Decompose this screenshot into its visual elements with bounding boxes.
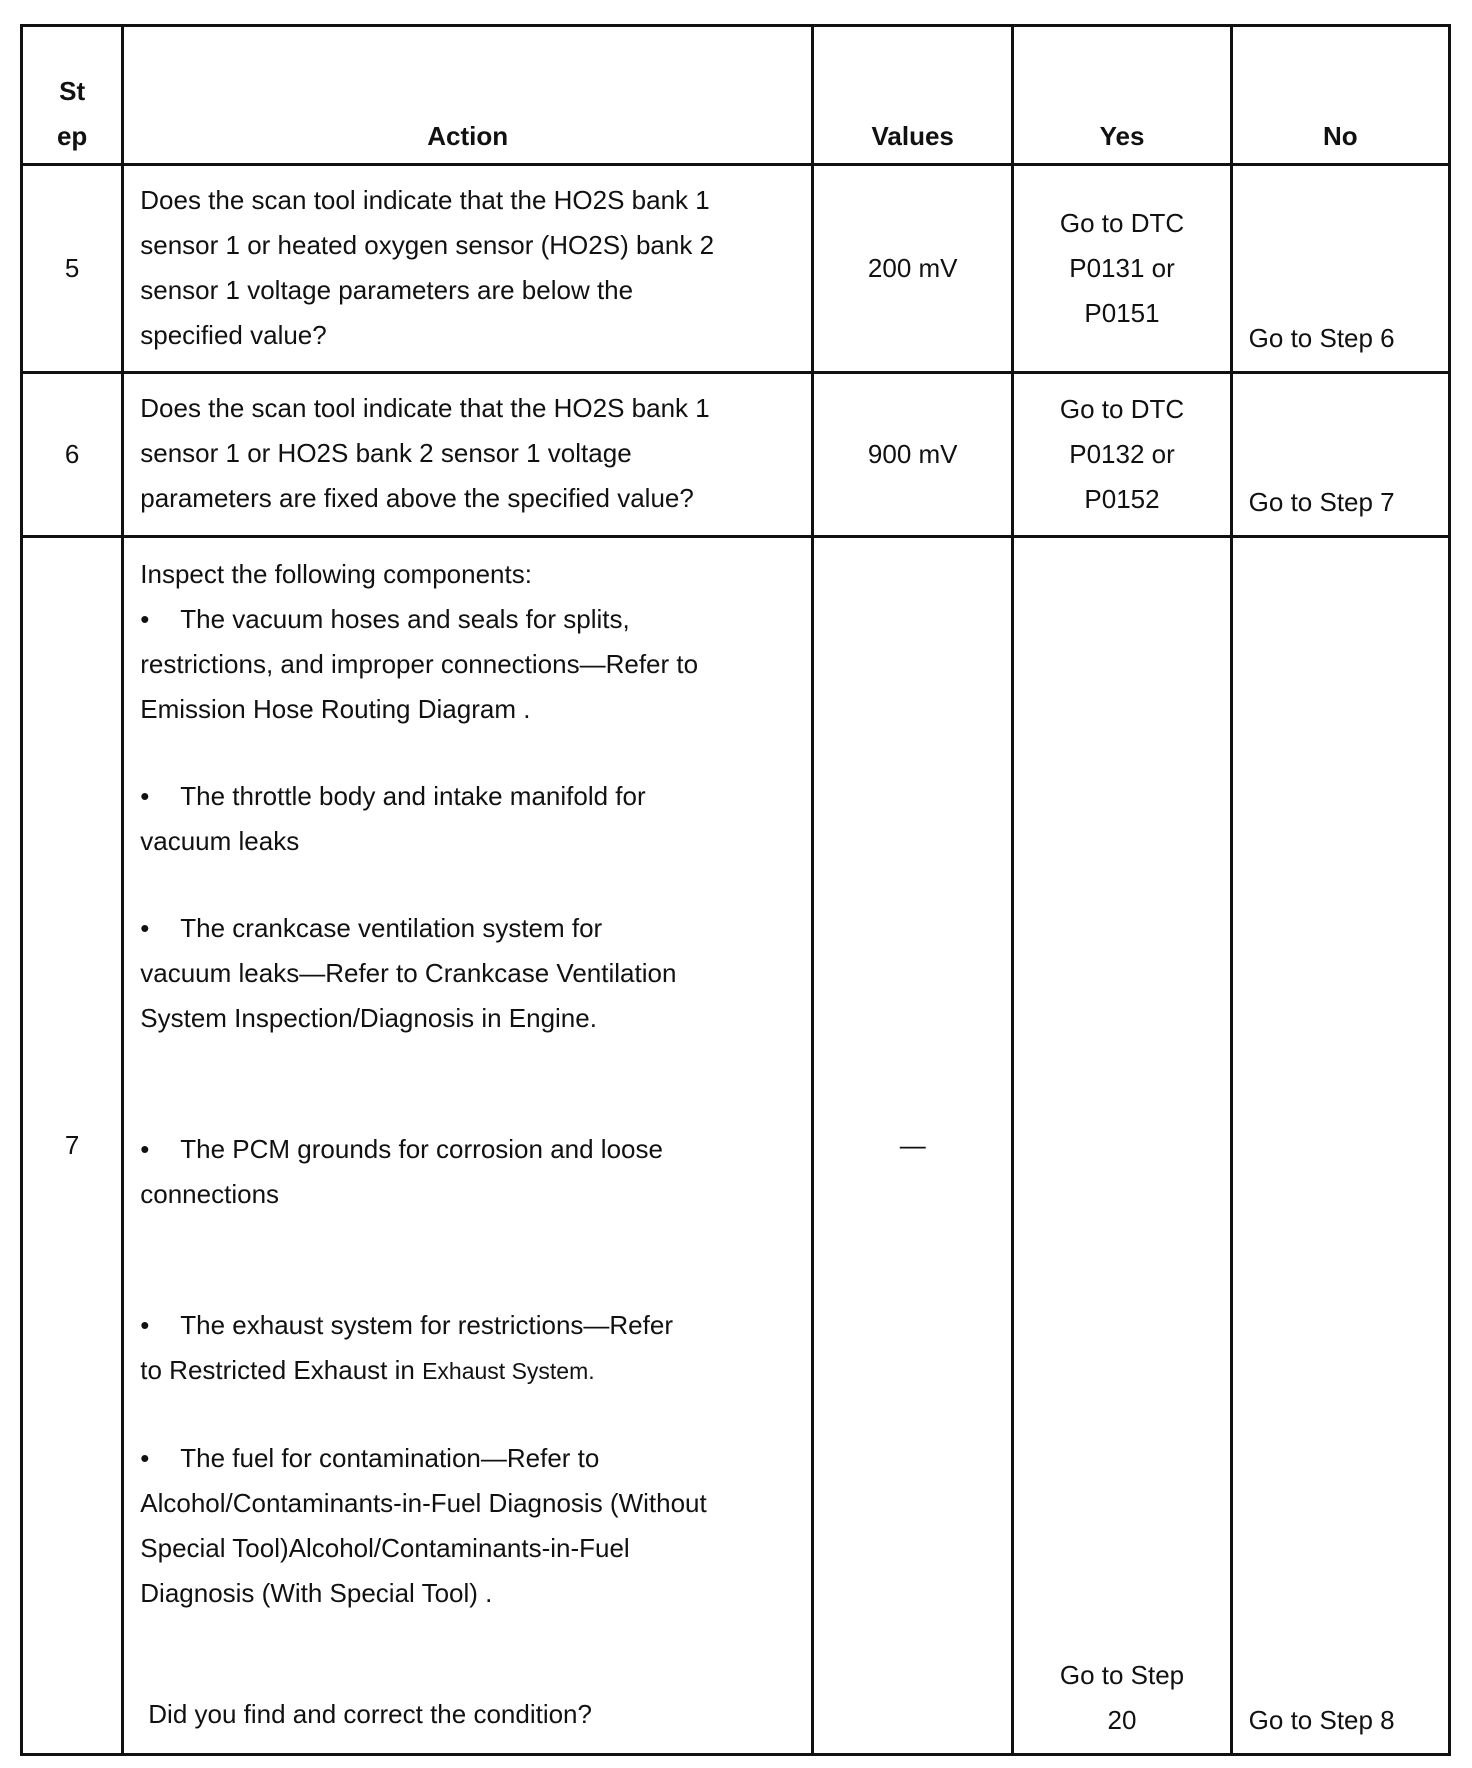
table-header-row [22, 26, 1450, 165]
inspection-item [140, 1436, 795, 1616]
action-question: Did you find and correct the condition? [148, 1699, 592, 1729]
header-step-line1: St [59, 76, 86, 106]
bullet-line: The vacuum hoses and seals for splits, [180, 604, 630, 634]
action-line: Does the scan tool indicate that the HO2S bank 1 [140, 393, 710, 423]
yes-line: Go to Step [1059, 1660, 1185, 1690]
yes-cell [1013, 373, 1231, 537]
table-row [22, 373, 1450, 537]
inspection-item [140, 1127, 795, 1217]
inspection-item [140, 774, 795, 864]
bullet-line: The fuel for contamination—Refer to [180, 1443, 600, 1473]
yes-line: P0151 [1084, 298, 1160, 328]
bullet-icon: • [140, 604, 150, 634]
yes-line: Go to DTC [1059, 394, 1185, 424]
step-number: 7 [22, 537, 123, 1755]
value-cell: 900 mV [813, 373, 1013, 537]
inspection-item [140, 1303, 795, 1394]
no-cell: Go to Step 6 [1231, 165, 1449, 373]
action-line: sensor 1 or HO2S bank 2 sensor 1 voltage [140, 438, 632, 468]
yes-line: P0132 or [1069, 439, 1175, 469]
yes-line: 20 [1107, 1705, 1137, 1735]
header-action: Action [123, 26, 813, 165]
action-text [123, 537, 813, 1755]
bullet-icon: • [140, 1310, 150, 1340]
action-line: specified value? [140, 320, 327, 350]
action-line: sensor 1 voltage parameters are below the [140, 275, 634, 305]
header-yes: Yes [1013, 26, 1231, 165]
header-values: Values [813, 26, 1013, 165]
bullet-line: vacuum leaks—Refer to Crankcase Ventilation [140, 958, 677, 988]
bullet-line: to Restricted Exhaust in [140, 1355, 423, 1385]
table-row [22, 165, 1450, 373]
bullet-icon: • [140, 913, 150, 943]
header-no: No [1231, 26, 1449, 165]
value-cell: — [813, 537, 1013, 1755]
action-line: sensor 1 or heated oxygen sensor (HO2S) bank 2 [140, 230, 715, 260]
yes-line: P0131 or [1069, 253, 1175, 283]
value-cell: 200 mV [813, 165, 1013, 373]
bullet-line: The crankcase ventilation system for [180, 913, 603, 943]
yes-line: Go to DTC [1059, 208, 1185, 238]
bullet-line: restrictions, and improper connections—Refer to [140, 649, 699, 679]
action-line: parameters are fixed above the specified value? [140, 483, 694, 513]
header-step-line2: ep [56, 121, 88, 151]
bullet-line: connections [140, 1179, 280, 1209]
yes-line: P0152 [1084, 484, 1160, 514]
yes-cell [1013, 165, 1231, 373]
bullet-line: The PCM grounds for corrosion and loose [180, 1134, 663, 1164]
bullet-icon: • [140, 1134, 150, 1164]
action-intro: Inspect the following components: [140, 559, 532, 589]
bullet-line: The exhaust system for restrictions—Refer [180, 1310, 673, 1340]
step-number: 6 [22, 373, 123, 537]
bullet-line: The throttle body and intake manifold for [180, 781, 646, 811]
header-step [22, 26, 123, 165]
no-cell: Go to Step 8 [1231, 537, 1449, 1755]
bullet-icon: • [140, 781, 150, 811]
bullet-line: Emission Hose Routing Diagram . [140, 694, 531, 724]
inspection-item [140, 597, 795, 732]
bullet-icon: • [140, 1443, 150, 1473]
bullet-line: Alcohol/Contaminants-in-Fuel Diagnosis (Without [140, 1488, 707, 1518]
inspection-item [140, 906, 795, 1041]
action-line: Does the scan tool indicate that the HO2S bank 1 [140, 185, 710, 215]
action-text [123, 373, 813, 537]
action-text [123, 165, 813, 373]
bullet-line: vacuum leaks [140, 826, 300, 856]
bullet-line: System Inspection/Diagnosis in Engine. [140, 1003, 597, 1033]
step-number: 5 [22, 165, 123, 373]
yes-cell [1013, 537, 1231, 1755]
bullet-line: Special Tool)Alcohol/Contaminants-in-Fuel [140, 1533, 630, 1563]
diagnostic-table [20, 24, 1451, 1756]
no-cell: Go to Step 7 [1231, 373, 1449, 537]
table-row [22, 537, 1450, 1755]
bullet-line: Diagnosis (With Special Tool) . [140, 1578, 493, 1608]
bullet-line: Exhaust System. [422, 1358, 595, 1384]
